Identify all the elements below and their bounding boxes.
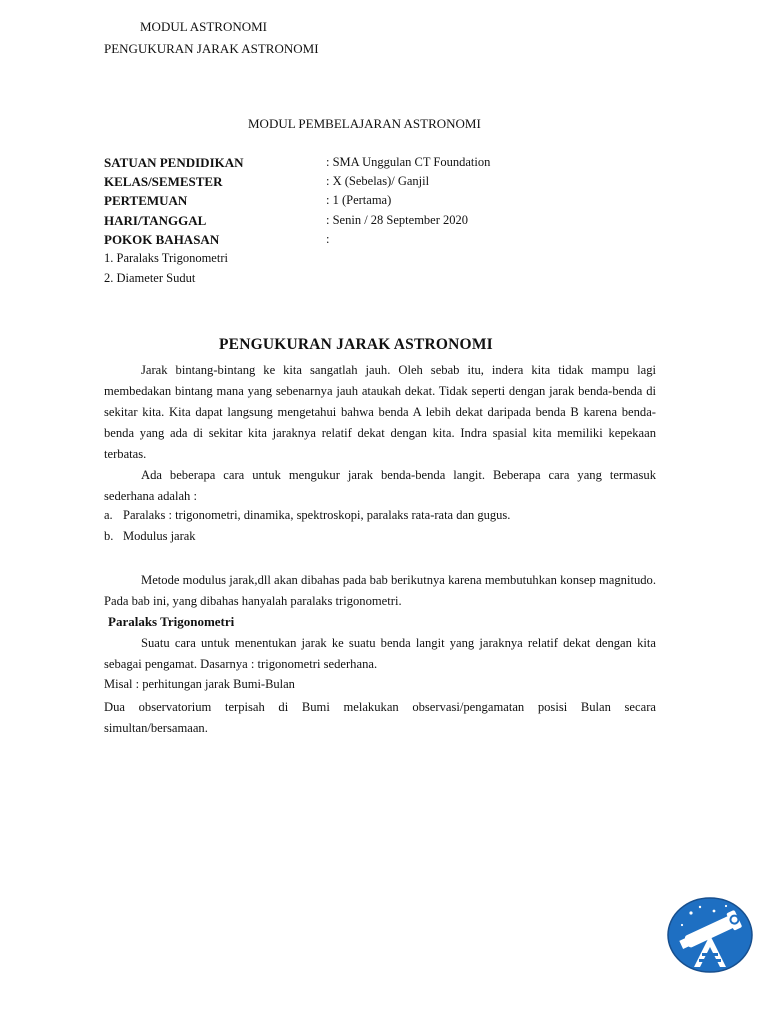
section-title: PENGUKURAN JARAK ASTRONOMI <box>219 336 493 353</box>
info-label-kelas: KELAS/SEMESTER <box>104 174 223 189</box>
topic-item-2: 2. Diameter Sudut <box>104 271 196 285</box>
module-title: MODUL PEMBELAJARAN ASTRONOMI <box>248 116 481 131</box>
list-item-b: Modulus jarak <box>123 529 196 543</box>
info-label-pertemuan: PERTEMUAN <box>104 193 188 208</box>
header-line-2: PENGUKURAN JARAK ASTRONOMI <box>104 41 319 56</box>
info-value-kelas: : X (Sebelas)/ Ganjil <box>326 174 430 188</box>
paragraph-1: Jarak bintang-bintang ke kita sangatlah jauh. Oleh sebab itu, indera kita tidak mampu lagi membedakan bintang mana yang sebenarnya jauh ataukah dekat. Tidak seperti dengan jarak benda-benda di sekitar kita. Kita dapat langsung mengetahui bahwa benda A lebih dekat daripada benda B karena benda-benda yang ada di sekitar kita jaraknya relatif dekat dengan kita. Indra spasial kita memiliki kepekaan terbatas. <box>104 363 656 461</box>
info-label-pokok: POKOK BAHASAN <box>104 232 220 247</box>
paragraph-3: Metode modulus jarak,dll akan dibahas pada bab berikutnya karena membutuhkan konsep magnitudo. Pada bab ini, yang dibahas hanyalah paralaks trigonometri. <box>104 573 656 608</box>
paragraph-2: Ada beberapa cara untuk mengukur jarak benda-benda langit. Beberapa cara yang termasuk sederhana adalah : <box>104 468 656 503</box>
info-value-hari: : Senin / 28 September 2020 <box>326 213 468 227</box>
paragraph-5: Misal : perhitungan jarak Bumi-Bulan <box>104 677 295 691</box>
paragraph-4: Suatu cara untuk menentukan jarak ke suatu benda langit yang jaraknya relatif dekat dengan kita sebagai pengamat. Dasarnya : trigonometri sederhana. <box>104 636 656 671</box>
telescope-logo-icon <box>666 897 754 973</box>
info-label-hari: HARI/TANGGAL <box>104 213 207 228</box>
info-value-pertemuan: : 1 (Pertama) <box>326 193 392 207</box>
subheading-paralaks: Paralaks Trigonometri <box>108 614 235 629</box>
list-item-a: Paralaks : trigonometri, dinamika, spektroskopi, paralaks rata-rata dan gugus. <box>123 508 511 522</box>
list-marker-b: b. <box>104 529 114 543</box>
list-marker-a: a. <box>104 508 113 522</box>
info-value-pokok: : <box>326 232 330 246</box>
paragraph-6: Dua observatorium terpisah di Bumi melakukan observasi/pengamatan posisi Bulan secara simultan/bersamaan. <box>104 700 656 735</box>
info-label-satuan: SATUAN PENDIDIKAN <box>104 155 244 170</box>
info-value-satuan: : SMA Unggulan CT Foundation <box>326 155 491 169</box>
topic-item-1: 1. Paralaks Trigonometri <box>104 251 228 265</box>
header-line-1: MODUL ASTRONOMI <box>140 19 267 34</box>
